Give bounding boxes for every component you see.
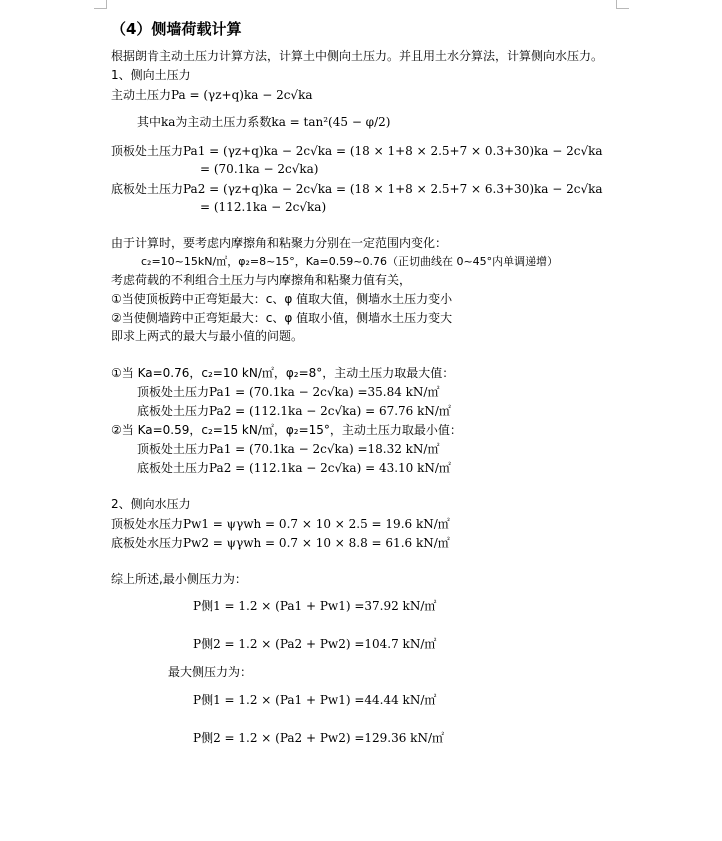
case1-bottom-pressure: 底板处土压力Pa2 = (112.1ka − 2c√ka) = 67.76 kN/㎡ (137, 404, 451, 418)
case1-rule: ①当使顶板跨中正弯矩最大：c、φ 值取大值，侧墙水土压力变小 (111, 292, 453, 306)
summary-min-heading: 综上所述,最小侧压力为： (111, 572, 247, 586)
max-lateral-pressure-1: P侧1 = 1.2 × (Pa1 + Pw1) =44.44 kN/㎡ (193, 693, 437, 707)
bottom-slab-pressure-formula: 底板处土压力Pa2 = (γz+q)ka − 2c√ka = (18 × 1+8 × 2.5+7 × 6.3+30)ka − 2c√ka (111, 182, 603, 196)
bottom-water-pressure: 底板处水压力Pw2 = ψγwh = 0.7 × 10 × 8.8 = 61.6 kN/㎡ (111, 536, 450, 550)
intro-paragraph: 根据朗肯主动土压力计算方法，计算土中侧向土压力。并且用土水分算法，计算侧向水压力。 (111, 49, 604, 63)
bottom-slab-pressure-result: = (112.1ka − 2c√ka) (200, 200, 327, 214)
top-slab-pressure-result: = (70.1ka − 2c√ka) (200, 162, 319, 176)
top-water-pressure: 顶板处水压力Pw1 = ψγwh = 0.7 × 10 × 2.5 = 19.6 kN/㎡ (111, 517, 450, 531)
extremum-problem-note: 即求上两式的最大与最小值的问题。 (111, 329, 304, 343)
subsection-title-water-pressure: 2、侧向水压力 (111, 497, 191, 511)
subsection-title-earth-pressure: 1、侧向土压力 (111, 68, 191, 82)
case1-top-pressure: 顶板处土压力Pa1 = (70.1ka − 2c√ka) =35.84 kN/㎡ (137, 385, 440, 399)
unfavorable-combination-note: 考虑荷载的不利组合土压力与内摩擦角和粘聚力值有关， (111, 273, 412, 287)
section-heading: （4）侧墙荷载计算 (111, 20, 242, 38)
margin-corner-mark (616, 0, 629, 9)
case2-heading: ②当 Ka=0.59，c₂=15 kN/㎡，φ₂=15°，主动土压力取最小值： (111, 423, 462, 437)
case1-heading: ①当 Ka=0.76，c₂=10 kN/㎡，φ₂=8°，主动土压力取最大值： (111, 366, 455, 380)
parameter-range: c₂=10~15kN/㎡，φ₂=8~15°，Ka=0.59~0.76（正切曲线在 0~45°内单调递增） (141, 255, 559, 268)
ka-coefficient-formula: 其中ka为主动土压力系数ka = tan²(45 − φ/2) (137, 115, 391, 129)
case2-rule: ②当使侧墙跨中正弯矩最大：c、φ 值取小值，侧墙水土压力变大 (111, 311, 453, 325)
max-lateral-pressure-2: P侧2 = 1.2 × (Pa2 + Pw2) =129.36 kN/㎡ (193, 731, 444, 745)
summary-max-heading: 最大侧压力为： (168, 665, 253, 679)
case2-bottom-pressure: 底板处土压力Pa2 = (112.1ka − 2c√ka) = 43.10 kN/㎡ (137, 461, 451, 475)
top-slab-pressure-formula: 顶板处土压力Pa1 = (γz+q)ka − 2c√ka = (18 × 1+8 × 2.5+7 × 0.3+30)ka − 2c√ka (111, 144, 603, 158)
variation-intro: 由于计算时，要考虑内摩擦角和粘聚力分别在一定范围内变化： (111, 236, 448, 250)
min-lateral-pressure-2: P侧2 = 1.2 × (Pa2 + Pw2) =104.7 kN/㎡ (193, 637, 437, 651)
case2-top-pressure: 顶板处土压力Pa1 = (70.1ka − 2c√ka) =18.32 kN/㎡ (137, 442, 440, 456)
active-pressure-formula: 主动土压力Pa = (γz+q)ka − 2c√ka (111, 88, 313, 102)
margin-corner-mark (94, 0, 107, 9)
min-lateral-pressure-1: P侧1 = 1.2 × (Pa1 + Pw1) =37.92 kN/㎡ (193, 599, 437, 613)
